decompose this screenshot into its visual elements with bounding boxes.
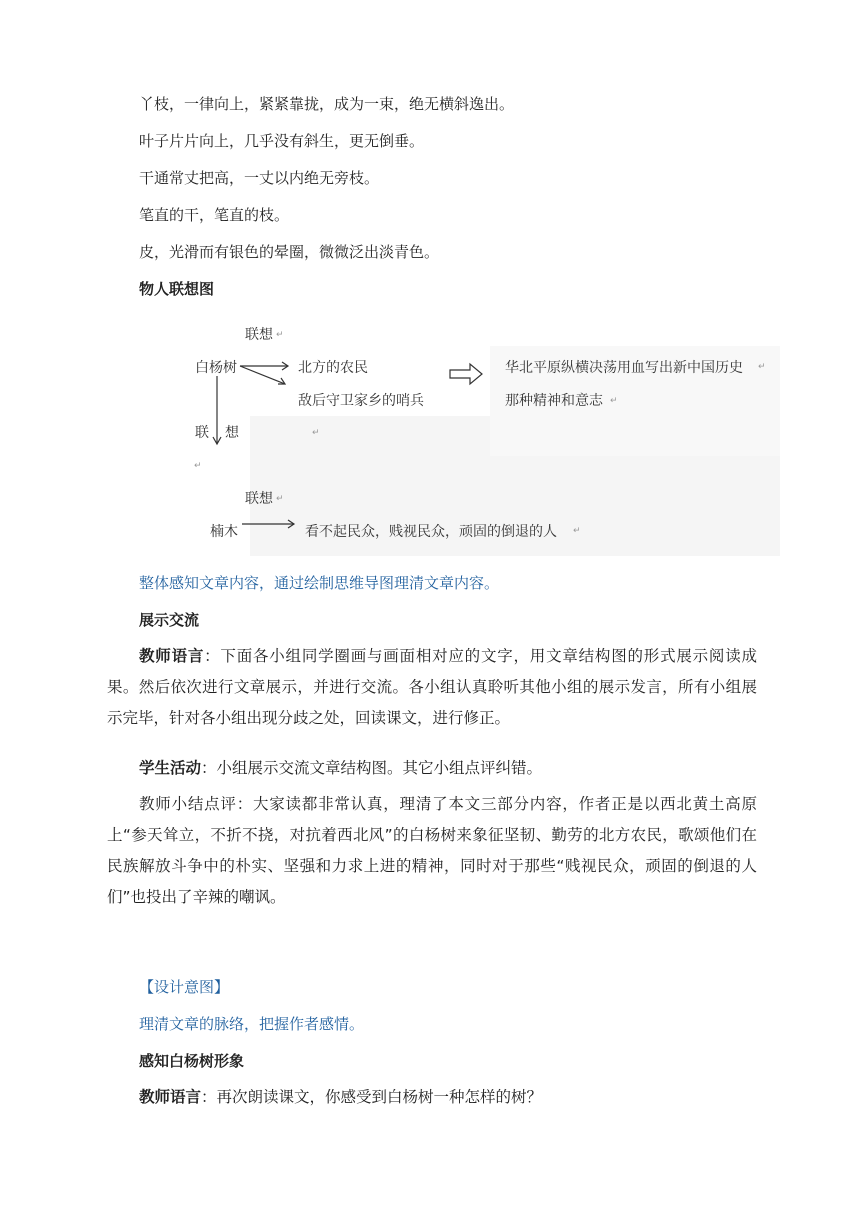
node-despise: 看不起民众，贱视民众，顽固的倒退的人: [305, 524, 557, 540]
node-history: 华北平原纵横决荡用血写出新中国历史: [505, 360, 743, 376]
design-intent-text: 理清文章的脉络，把握作者感情。: [139, 1015, 365, 1033]
node-tree: 白杨树: [195, 360, 237, 376]
teacher-language-paragraph-2: [107, 1082, 757, 1113]
teacher-summary-paragraph: 教师小结点评：大家读都非常认真，理清了本文三部分内容，作者正是以西北黄土高原上“参天耸立，不折不挠，对抗着西北风”的白杨树来象征坚韧、勤劳的北方农民，歌颂他们在民族解放斗争中的朴实、坚强和力求上进的精神，同时对于那些“贱视民众，顽固的倒退的人们”也投出了辛辣的嘲讽。: [107, 795, 757, 906]
return-mark: ↵: [758, 362, 766, 372]
return-mark: ↵: [610, 396, 618, 406]
text-line-leaves: 叶子片片向上，几乎没有斜生，更无倒垂。: [139, 132, 425, 150]
return-mark: ↵: [573, 526, 581, 536]
student-activity-paragraph: [107, 753, 757, 784]
association-diagram: [190, 316, 780, 556]
diagram-heading: 物人联想图: [139, 280, 215, 298]
assoc-label-vertical-1: 联: [195, 425, 209, 441]
assoc-label-top: 联想: [245, 327, 273, 343]
text-line-bark: 皮，光滑而有银色的晕圈，微微泛出淡青色。: [139, 243, 440, 261]
return-mark: ↵: [276, 330, 284, 340]
student-activity-label: 学生活动: [139, 759, 202, 777]
teacher-language-paragraph: [107, 641, 757, 734]
diagram-arrows: [190, 316, 780, 556]
return-mark: ↵: [194, 461, 202, 471]
summary-blue-line: 整体感知文章内容，通过绘制思维导图理清文章内容。: [139, 574, 500, 592]
teacher-language-text: ：下面各小组同学圈画与画面相对应的文字，用文章结构图的形式展示阅读成果。然后依次进行文章展示，并进行交流。各小组认真聆听其他小组的展示发言，所有小组展示完毕，针对各小组出现分歧之处，回读课文，进行修正。: [107, 647, 757, 727]
node-sentry: 敌后守卫家乡的哨兵: [298, 393, 424, 409]
node-farmer: 北方的农民: [298, 360, 368, 376]
section-show-heading: 展示交流: [139, 611, 200, 629]
teacher-language-label: 教师语言: [139, 647, 205, 665]
return-mark: ↵: [276, 494, 284, 504]
assoc-label-vertical-2: 想: [225, 425, 239, 441]
node-nanmu: 楠木: [210, 524, 238, 540]
node-spirit: 那种精神和意志: [505, 393, 603, 409]
section-perceive-heading: 感知白杨树形象: [139, 1052, 245, 1070]
text-line-trunk: 干通常丈把高，一丈以内绝无旁枝。: [139, 169, 380, 187]
teacher-language-label-2: 教师语言: [139, 1088, 202, 1106]
return-mark: ↵: [312, 428, 320, 438]
student-activity-text: ：小组展示交流文章结构图。其它小组点评纠错。: [201, 759, 543, 777]
design-intent-heading: 【设计意图】: [139, 978, 230, 996]
text-line-branches: 丫枝，一律向上，紧紧靠拢，成为一束，绝无横斜逸出。: [139, 95, 515, 113]
text-line-straight: 笔直的干，笔直的枝。: [139, 206, 290, 224]
assoc-label-bottom: 联想: [245, 491, 273, 507]
teacher-language-text-2: ：再次朗读课文，你感受到白杨树一种怎样的树？: [201, 1088, 543, 1106]
